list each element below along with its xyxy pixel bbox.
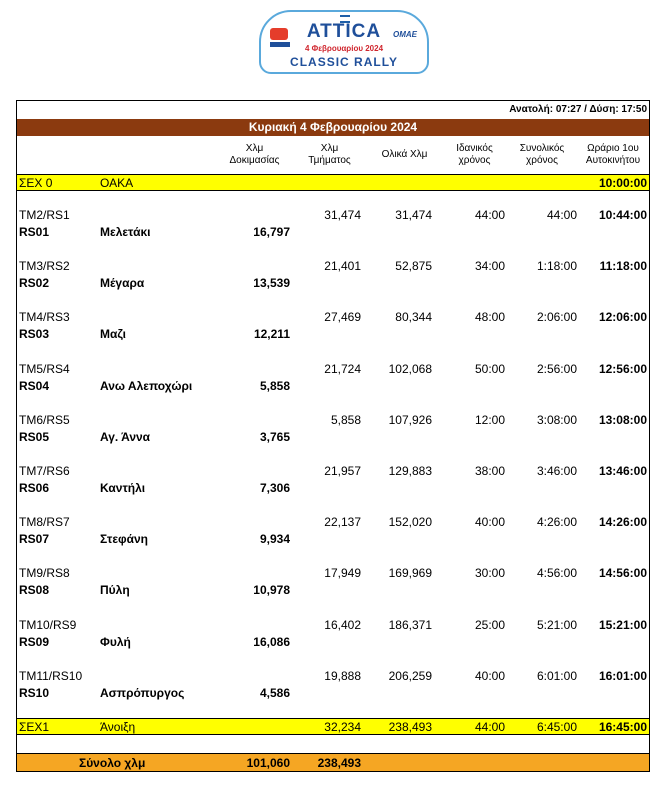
cumulative-time: 44:00	[546, 208, 577, 222]
stage-code: RS03	[19, 327, 50, 342]
ideal-time: 44:00	[474, 208, 505, 222]
stage-name: Στεφάνη	[100, 532, 149, 547]
stage-km: 16,086	[253, 634, 290, 649]
first-car-time: 13:08:00	[598, 412, 647, 427]
ideal-time: 40:00	[474, 668, 505, 683]
stage-code: RS02	[19, 276, 50, 291]
header-ideal-line1: Ιδανικός	[456, 143, 493, 154]
section-km: 21,957	[324, 464, 361, 478]
cumulative-time: 4:56:00	[536, 566, 577, 581]
section-tm: TM7/RS6	[19, 464, 70, 478]
cumulative-time: 3:08:00	[536, 412, 577, 427]
day-banner: Κυριακή 4 Φεβρουαρίου 2024	[17, 119, 649, 136]
section-row	[17, 362, 649, 396]
header-first-car	[577, 143, 649, 167]
section-tm: TM6/RS5	[19, 412, 70, 427]
header-section-km-line1: Χλμ	[320, 143, 339, 154]
section-km: 19,888	[324, 668, 361, 683]
ideal-time: 50:00	[474, 361, 505, 376]
ideal-time: 12:00	[474, 412, 505, 427]
header-first-car-line1: Ωράριο 1ου	[587, 143, 639, 154]
finish-name: Άνοιξη	[100, 720, 136, 734]
header-total-km: Ολικά Χλμ	[381, 149, 428, 160]
header-cumulative	[507, 143, 577, 167]
finish-section-km: 32,234	[324, 720, 361, 734]
finish-ideal: 44:00	[474, 720, 505, 734]
ideal-time: 48:00	[474, 310, 505, 325]
first-car-time: 11:18:00	[599, 259, 647, 274]
start-code: ΣΕΧ 0	[19, 176, 53, 190]
rally-logo	[259, 10, 429, 74]
stage-code: RS04	[19, 378, 50, 393]
total-km: 52,875	[395, 259, 432, 274]
first-car-time: 12:56:00	[598, 361, 647, 376]
stage-name: Μαζι	[100, 327, 126, 342]
totals-total-km: 238,493	[317, 756, 361, 770]
finish-control-row	[17, 718, 649, 735]
finish-time: 16:45:00	[598, 720, 647, 734]
stage-km: 9,934	[259, 532, 290, 547]
total-km: 80,344	[395, 310, 432, 325]
stage-km: 3,765	[259, 429, 290, 444]
total-km: 107,926	[388, 412, 432, 427]
section-tm: TM4/RS3	[19, 310, 70, 325]
section-row	[17, 413, 649, 447]
total-km: 206,259	[388, 668, 432, 683]
logo-date: 4 Φεβρουαρίου 2024	[304, 44, 384, 53]
ideal-time: 25:00	[474, 617, 505, 632]
cumulative-time: 3:46:00	[536, 464, 577, 478]
start-name: ΟΑΚΑ	[100, 176, 134, 190]
cumulative-time: 4:26:00	[536, 515, 577, 530]
total-km: 31,474	[395, 208, 432, 222]
total-km: 102,068	[388, 361, 432, 376]
header-cumulative-line1: Συνολικός	[519, 143, 565, 154]
section-row	[17, 618, 649, 652]
finish-cumulative: 6:45:00	[536, 720, 577, 734]
section-km: 17,949	[324, 566, 361, 581]
logo-subtitle: CLASSIC RALLY	[290, 55, 398, 69]
stage-km: 12,211	[253, 327, 290, 342]
section-row	[17, 515, 649, 549]
header-section-km	[297, 143, 362, 167]
section-km: 31,474	[324, 208, 361, 222]
cumulative-time: 1:18:00	[536, 259, 577, 274]
section-km: 21,401	[324, 259, 361, 274]
section-km: 27,469	[324, 310, 361, 325]
finish-total-km: 238,493	[388, 720, 432, 734]
section-km: 21,724	[324, 361, 361, 376]
stage-name: Μέγαρα	[100, 276, 145, 291]
finish-code: ΣΕΧ1	[19, 720, 50, 734]
totals-stage-km: 101,060	[246, 756, 290, 770]
cumulative-time: 6:01:00	[536, 668, 577, 683]
header-stage-km	[217, 143, 292, 167]
total-km: 129,883	[388, 464, 432, 478]
stage-km: 16,797	[253, 225, 290, 239]
partner-logo: OMAE	[393, 30, 417, 39]
stage-name: Καντήλι	[100, 481, 146, 495]
cumulative-time: 2:56:00	[536, 361, 577, 376]
section-row	[17, 669, 649, 703]
cumulative-time: 5:21:00	[536, 617, 577, 632]
logo-title: ATTICA	[306, 21, 382, 42]
stage-code: RS08	[19, 583, 50, 598]
first-car-time: 14:26:00	[598, 515, 647, 530]
total-km: 169,969	[388, 566, 432, 581]
section-tm: TM11/RS10	[19, 668, 83, 683]
total-km: 152,020	[388, 515, 432, 530]
stage-km: 5,858	[259, 378, 290, 393]
stage-name: Ασπρόπυργος	[100, 685, 185, 700]
stage-code: RS09	[19, 634, 50, 649]
first-car-time: 13:46:00	[598, 464, 647, 478]
ideal-time: 30:00	[474, 566, 505, 581]
stage-name: Μελετάκι	[100, 225, 151, 239]
section-row	[17, 566, 649, 600]
start-time: 10:00:00	[598, 176, 647, 190]
stage-km: 13,539	[253, 276, 290, 291]
itinerary-table	[16, 100, 650, 772]
section-tm: TM5/RS4	[19, 361, 70, 376]
header-ideal-line2: χρόνος	[458, 155, 491, 166]
section-row	[17, 208, 649, 242]
section-tm: TM10/RS9	[19, 617, 77, 632]
first-car-time: 15:21:00	[598, 617, 647, 632]
ideal-time: 34:00	[474, 259, 505, 274]
section-row	[17, 310, 649, 344]
section-tm: TM3/RS2	[19, 259, 70, 274]
stage-code: RS10	[19, 685, 50, 700]
stage-name: Πύλη	[100, 583, 130, 598]
section-tm: TM2/RS1	[19, 208, 70, 222]
start-control-row	[17, 174, 649, 191]
stage-km: 10,978	[253, 583, 290, 598]
header-stage-km-line2: Δοκιμασίας	[229, 155, 280, 166]
stage-code: RS06	[19, 481, 50, 495]
header-first-car-line2: Αυτοκινήτου	[585, 155, 641, 166]
header-cumulative-line2: χρόνος	[526, 155, 558, 166]
section-row	[17, 259, 649, 293]
total-km: 186,371	[388, 617, 432, 632]
first-car-time: 14:56:00	[598, 566, 647, 581]
stage-km: 4,586	[259, 685, 290, 700]
totals-row	[17, 753, 649, 771]
stage-name: Αγ. Άννα	[100, 429, 151, 444]
stage-code: RS07	[19, 532, 50, 547]
stage-name: Φυλή	[100, 634, 131, 649]
cumulative-time: 2:06:00	[536, 310, 577, 325]
header-stage-km-line1: Χλμ	[245, 143, 264, 154]
ideal-time: 40:00	[474, 515, 505, 530]
header-ideal	[442, 143, 507, 167]
totals-label: Σύνολο χλμ	[79, 756, 146, 770]
section-tm: TM9/RS8	[19, 566, 70, 581]
section-km: 5,858	[330, 412, 361, 427]
section-tm: TM8/RS7	[19, 515, 70, 530]
first-car-time: 10:44:00	[598, 208, 647, 222]
stage-code: RS05	[19, 429, 50, 444]
section-row	[17, 464, 649, 498]
section-km: 22,137	[324, 515, 361, 530]
stage-code: RS01	[19, 225, 50, 239]
section-km: 16,402	[324, 617, 361, 632]
header-section-km-line2: Τμήματος	[308, 155, 351, 166]
stage-name: Ανω Αλεποχώρι	[100, 378, 193, 393]
first-car-time: 12:06:00	[598, 310, 647, 325]
sunrise-sunset: Ανατολή: 07:27 / Δύση: 17:50	[509, 104, 647, 115]
first-car-time: 16:01:00	[598, 668, 647, 683]
ideal-time: 38:00	[474, 464, 505, 478]
stage-km: 7,306	[259, 481, 290, 495]
